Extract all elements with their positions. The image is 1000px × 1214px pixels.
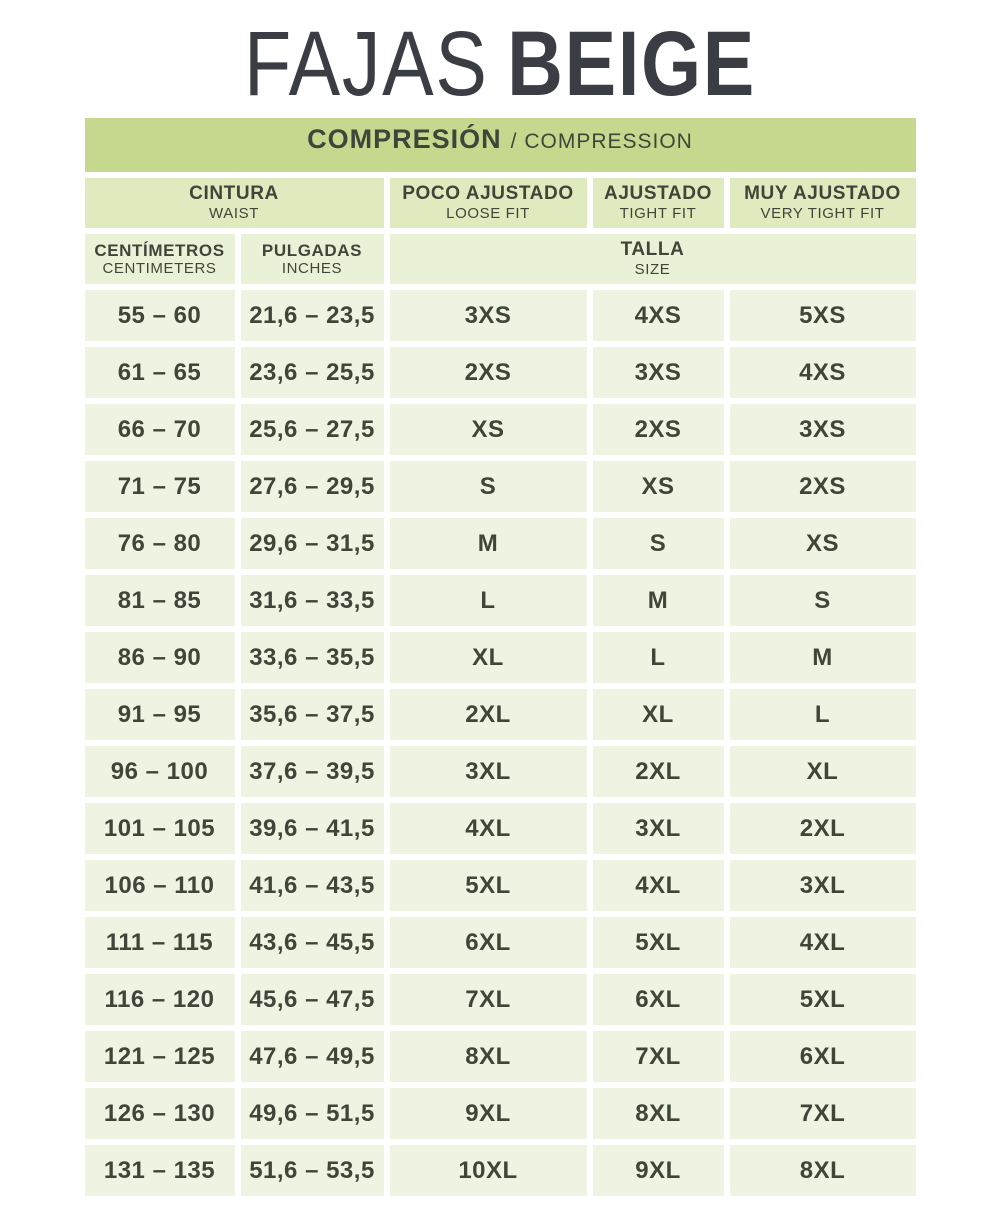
cell-inch-range: 35,6 – 37,5 (241, 689, 384, 740)
cell-size-very-tight: 3XL (730, 860, 916, 911)
table-banner (85, 118, 916, 172)
subheader-size-es: TALLA (620, 239, 685, 261)
cell-size-loose: 5XL (390, 860, 587, 911)
cell-size-very-tight: 2XL (730, 803, 916, 854)
cell-size-very-tight: 8XL (730, 1145, 916, 1196)
cell-size-tight: XS (593, 461, 724, 512)
cell-size-tight: 3XL (593, 803, 724, 854)
cell-size-tight: 4XL (593, 860, 724, 911)
cell-cm-range: 81 – 85 (85, 575, 235, 626)
cell-size-loose: S (390, 461, 587, 512)
header-very-tight-fit-es: MUY AJUSTADO (744, 183, 901, 205)
cell-size-loose: M (390, 518, 587, 569)
cell-cm-range: 96 – 100 (85, 746, 235, 797)
header-waist-es: CINTURA (189, 183, 279, 205)
header-loose-fit (390, 178, 587, 228)
cell-inch-range: 37,6 – 39,5 (241, 746, 384, 797)
cell-inch-range: 21,6 – 23,5 (241, 290, 384, 341)
cell-inch-range: 41,6 – 43,5 (241, 860, 384, 911)
cell-size-tight: L (593, 632, 724, 683)
cell-cm-range: 71 – 75 (85, 461, 235, 512)
cell-size-very-tight: 6XL (730, 1031, 916, 1082)
compression-size-table (85, 118, 916, 1196)
cell-size-tight: 5XL (593, 917, 724, 968)
cell-inch-range: 27,6 – 29,5 (241, 461, 384, 512)
subheader-inches-en: INCHES (281, 260, 343, 278)
title-brand: FAJAS (243, 12, 489, 115)
cell-size-very-tight: XL (730, 746, 916, 797)
cell-size-very-tight: 7XL (730, 1088, 916, 1139)
cell-size-tight: 2XL (593, 746, 724, 797)
cell-cm-range: 61 – 65 (85, 347, 235, 398)
header-tight-fit-en: TIGHT FIT (619, 205, 697, 223)
cell-cm-range: 111 – 115 (85, 917, 235, 968)
cell-cm-range: 126 – 130 (85, 1088, 235, 1139)
cell-cm-range: 121 – 125 (85, 1031, 235, 1082)
cell-inch-range: 31,6 – 33,5 (241, 575, 384, 626)
cell-size-loose: 4XL (390, 803, 587, 854)
cell-cm-range: 101 – 105 (85, 803, 235, 854)
cell-inch-range: 39,6 – 41,5 (241, 803, 384, 854)
header-loose-fit-en: LOOSE FIT (446, 205, 530, 223)
banner-label-es: COMPRESIÓN (307, 124, 502, 154)
cell-size-tight: M (593, 575, 724, 626)
cell-size-very-tight: 5XS (730, 290, 916, 341)
cell-size-loose: L (390, 575, 587, 626)
cell-size-loose: XS (390, 404, 587, 455)
subheader-inches-es: PULGADAS (261, 240, 363, 260)
header-waist (85, 178, 384, 228)
cell-inch-range: 43,6 – 45,5 (241, 917, 384, 968)
cell-cm-range: 66 – 70 (85, 404, 235, 455)
subheader-size-en: SIZE (634, 261, 671, 279)
subheader-centimeters (85, 234, 235, 284)
header-very-tight-fit (730, 178, 916, 228)
cell-size-very-tight: M (730, 632, 916, 683)
cell-size-tight: 3XS (593, 347, 724, 398)
cell-inch-range: 29,6 – 31,5 (241, 518, 384, 569)
cell-size-very-tight: S (730, 575, 916, 626)
subheader-centimeters-es: CENTÍMETROS (94, 240, 225, 260)
cell-size-tight: 8XL (593, 1088, 724, 1139)
cell-size-tight: 7XL (593, 1031, 724, 1082)
cell-inch-range: 23,6 – 25,5 (241, 347, 384, 398)
cell-size-very-tight: 5XL (730, 974, 916, 1025)
cell-size-loose: 8XL (390, 1031, 587, 1082)
cell-inch-range: 45,6 – 47,5 (241, 974, 384, 1025)
banner-label-en: / COMPRESSION (510, 130, 693, 153)
cell-cm-range: 55 – 60 (85, 290, 235, 341)
cell-inch-range: 33,6 – 35,5 (241, 632, 384, 683)
cell-inch-range: 49,6 – 51,5 (241, 1088, 384, 1139)
cell-cm-range: 116 – 120 (85, 974, 235, 1025)
cell-size-very-tight: 3XS (730, 404, 916, 455)
cell-size-loose: 3XL (390, 746, 587, 797)
cell-size-very-tight: XS (730, 518, 916, 569)
subheader-inches (241, 234, 384, 284)
cell-cm-range: 76 – 80 (85, 518, 235, 569)
cell-cm-range: 106 – 110 (85, 860, 235, 911)
cell-size-tight: S (593, 518, 724, 569)
cell-size-tight: 6XL (593, 974, 724, 1025)
cell-inch-range: 25,6 – 27,5 (241, 404, 384, 455)
cell-inch-range: 51,6 – 53,5 (241, 1145, 384, 1196)
cell-size-tight: XL (593, 689, 724, 740)
cell-size-very-tight: L (730, 689, 916, 740)
cell-cm-range: 131 – 135 (85, 1145, 235, 1196)
cell-cm-range: 91 – 95 (85, 689, 235, 740)
cell-size-loose: 3XS (390, 290, 587, 341)
header-loose-fit-es: POCO AJUSTADO (402, 183, 574, 205)
subheader-centimeters-en: CENTIMETERS (102, 260, 217, 278)
header-tight-fit (593, 178, 724, 228)
title-product: BEIGE (507, 12, 756, 115)
cell-size-loose: 6XL (390, 917, 587, 968)
cell-size-loose: 9XL (390, 1088, 587, 1139)
header-very-tight-fit-en: VERY TIGHT FIT (760, 205, 885, 223)
cell-size-tight: 2XS (593, 404, 724, 455)
header-tight-fit-es: AJUSTADO (604, 183, 712, 205)
cell-inch-range: 47,6 – 49,5 (241, 1031, 384, 1082)
cell-size-very-tight: 4XL (730, 917, 916, 968)
cell-size-loose: 7XL (390, 974, 587, 1025)
cell-size-loose: 2XL (390, 689, 587, 740)
cell-cm-range: 86 – 90 (85, 632, 235, 683)
cell-size-tight: 4XS (593, 290, 724, 341)
cell-size-loose: 10XL (390, 1145, 587, 1196)
header-waist-en: WAIST (209, 205, 259, 223)
cell-size-loose: 2XS (390, 347, 587, 398)
page-title (80, 14, 920, 114)
cell-size-very-tight: 4XS (730, 347, 916, 398)
cell-size-tight: 9XL (593, 1145, 724, 1196)
subheader-size (390, 234, 916, 284)
cell-size-loose: XL (390, 632, 587, 683)
cell-size-very-tight: 2XS (730, 461, 916, 512)
